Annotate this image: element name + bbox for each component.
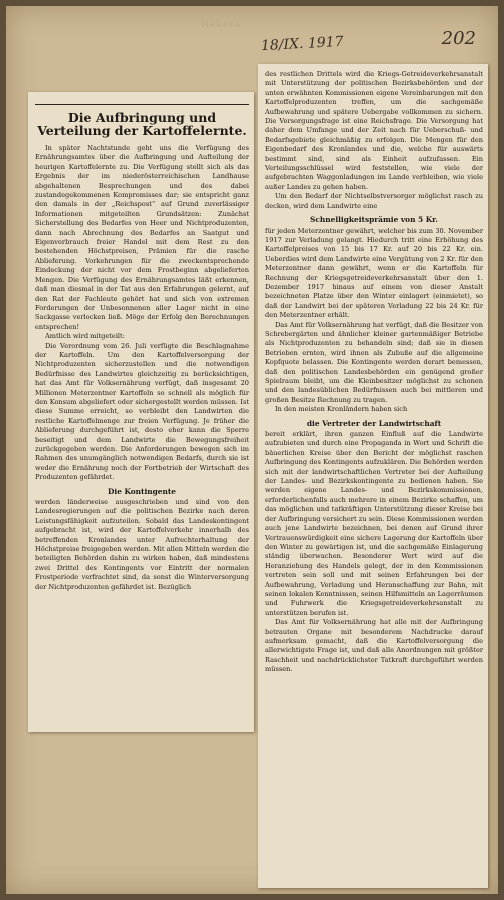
paragraph: Um den Bedarf der Nichtselbstversorger möglichst rasch zu decken, wird dem Landwirte eine [265,192,483,210]
paragraph: Amtlich wird mitgeteilt: [45,332,125,341]
paragraph: werden länderweise ausgeschrieben und sind von den Landesregierungen auf die politischen Bezirke nach deren Leistungsfähigkeit aufzuteilen. Sobald das Landeskontingent aufgebracht ist, wird der Kartoffelverkehr innerhalb des betreffenden Kronlandes unter Aufrechterhaltung der Höchstpreise freigegeben werden. Mit allen Mitteln werden die beteiligten Behörden dahin zu wirken haben, daß mindestens zwei Drittel des Kontingents vor Eintritt der normalen Frostperiode verfrachtet sind, da sonst die Winterversorgung der Nichtproduzenten gefährdet ist. Bezüglich [35,498,249,591]
handwritten-date: 18/IX. 1917 [260,33,344,55]
article-headline: Die Aufbringung und Verteilung der Kartoffelernte. [35,104,249,137]
paragraph: Das Amt für Volksernährung hat verfügt, daß die Besitzer von Schrebergärten und ähnlicher kleiner gartenmäßiger Betriebe als Nichtproduzenten zu behandeln sind; daß sie in diesen Betrieben ernten, wird ihnen als Zubuße auf die allgemeine Kopfquote belassen. Die Kontingente werden derart bemessen, daß den politischen Landesbehörden ein genügend großer Spielraum bleibt, um die Kleinbesitzer möglichst zu schonen und den landesüblichen Bedürfnissen auch bei mittleren und großen Besitze Rechnung zu tragen. [265,320,483,404]
handwritten-page-number: 202 [441,28,476,49]
paragraph: bereit erklärt, ihren ganzen Einfluß auf die Landwirte aufzubieten und durch eine Propaganda in Wort und Schrift die bäuerlichen Kreise über den Bericht der möglichst raschen Aufbringung des Kontingents aufzuklären. Die Behörden werden sich mit der landwirtschaftlichen Vertreter bei der Aufteilung der Landes- und Bezirkskontingente zu bedienen haben. Sie werden eigene Landes- und Bezirkskommissionen, erforderlichenfalls auch mehrere in einem Bezirke schaffen, um das möglichen und tatkräftigen Unterstützung dieser Kreise bei der Aufbringung versichert zu sein. Diese Kommissionen werden auch jene Landwirte bezeichnen, bei denen auf Grund ihrer Vertrauenswürdigkeit eine sichere Lagerung der Kartoffeln über den Winter zu gewärtigen ist, und die sachgemäße Einlagerung ständig überwachen. Besonderer Wert wird auf die Heranziehung des Handels gelegt, der in den Kommissionen vertreten sein soll und mit seinen Erfahrungen bei der Aufbewahrung, Verladung und Heranschaffung zur Bahn, mit seinen lokalen Kenntnissen, seinen Hilfsmitteln an Lagerräumen und Fuhrwerk die Kriegsgetreideverkehrsanstalt zu unterstützen berufen ist. [265,430,483,617]
faded-stamp: Nekesa [201,20,241,30]
paragraph: des restlichen Drittels wird die Kriegs-Getreideverkehrsanstalt mit Unterstützung der politischen Bezirksbehörden und der unten erwähnten Kommissionen eigene Vereinbarungen mit den Kartoffelproduzenten treffen, um die sachgemäße Aufbewahrung und spätere Uebergabe vollkommen zu sichern. Die Versorgungsfrage ist eine Reichsfrage. Die Versorgung hat daher dem Umfange und der Zeit nach für Ueberschuß- und Bedarfsgebiete gleichmäßig zu erfolgen. Die Mengen für den Eigenbedarf des Kronlandes und die, welche für auswärts bestimmt sind, sind als Einheit aufzufassen. Ein Verteilungsschlüssel wird feststellen, wie viele der aufgebrachten Waggonladungen im Lande verbleiben, wie viele außer Landes zu gehen haben. [265,70,483,191]
subheading: Schnelligkeitsprämie von 5 Kr. [310,215,438,225]
paragraph: In den meisten Kronländern haben sich [275,405,408,414]
subheading: die Vertreter der Landwirtschaft [306,418,442,428]
paragraph: Das Amt für Volksernährung hat alle mit der Aufbringung betrauten Organe mit besonderem Nachdrucke darauf aufmerksam gemacht, daß die Kartoffelversorgung die allerwichtigste Frage ist, und daß alle Anordnungen mit größter Raschheit und nachdrücklichster Tatkraft durchgeführt werden müssen. [265,618,483,674]
paragraph: Die Verordnung vom 26. Juli verfügte die Beschlagnahme der Kartoffeln. Um den Kartoffelversorgung der Nichtproduzenten sicherzustellen und die notwendigen Bedürfnisse des Landwirtes gleichzeitig zu berücksichtigen, hat das Amt für Volksernährung verfügt, daß insgesamt 20 Millionen Meterzentner Kartoffeln so schnell als möglich für den Konsum abgeliefert oder sichergestellt werden müssen. Ist diese Summe erreicht, so verbleibt den Landwirten die restliche Kartoffelmenge zur freien Verfügung. Je früher die Ablieferung durchgeführt ist, desto eher kann die Sperre beseitigt und dem Landwirte die Bewegungsfreiheit zurückgegeben werden. Die Anforderungen bewegen sich im Rahmen des unumgänglich notwendigen Bedarfs, durch sie ist weder die Ernährung noch der Fortbetrieb der Wirtschaft des Produzenten gefährdet. [35,341,249,482]
paragraph: In später Nachtstunde geht uns die Verfügung des Ernährungsamtes über die Aufbringung und Aufteilung der heurigen Kartoffelernte zu. Die Verfügung stellt sich als das Ergebnis der im niederösterreichischen Landhause abgehaltenen Besprechungen und des dabei zustandegekommenen Kompromisses dar; sie entspricht ganz den damals in der „Reichspost“ auf Grund zuverlässiger Informationen mitgeteilten Grundsätzen: Zunächst Sicherstellung des Bedarfes von Heer und Nichtproduzenten, dann nach Abrechnung des Bedarfes an Saatgut und Eigenverbrauch freier Handel mit dem Rest zu den bestehenden Höchstpreisen, Prämien für die rasche Ablieferung. Vorkehrungen für die zweckentsprechende Eindeckung der nicht vor dem Frostbeginn abgelieferten Mengen. Die Verfügung des Ernährungsamtes läßt erkennen, daß man diesmal in der Tat aus den Erfahrungen gelernt, auf den Rat der Fachleute gehört hat und sich von extremen Forderungen der Unbesonnenen aller Lager nicht in eine Sackgasse verlocken ließ. Möge der Erfolg den Berechnungen entsprechen! [35,144,249,331]
clipping-right-column [258,64,488,888]
subheading: Die Kontingente [107,486,176,496]
paragraph: für jeden Meterzentner gewährt, welcher bis zum 30. November 1917 zur Verladung gelangt. Hiedurch tritt eine Erhöhung des Kartoffelpreises von 15 bis 17 Kr. auf 20 bis 22 Kr. ein. Ueberdies wird dem Landwirte eine Vergütung von 2 Kr. für den Meterzentner dann gewährt, wenn er die Kartoffeln für Rechnung der Kriegsgetreideverkehrsanstalt über den 1. Dezember 1917 hinaus auf einem von dieser Anstalt bezeichneten Platze über den Winter einlagert (einmietet), so daß der Landwirt bei der späteren Verladung 22 bis 24 Kr. für den Meterzentner erhält. [265,226,483,320]
clipping-left-column [28,92,254,732]
